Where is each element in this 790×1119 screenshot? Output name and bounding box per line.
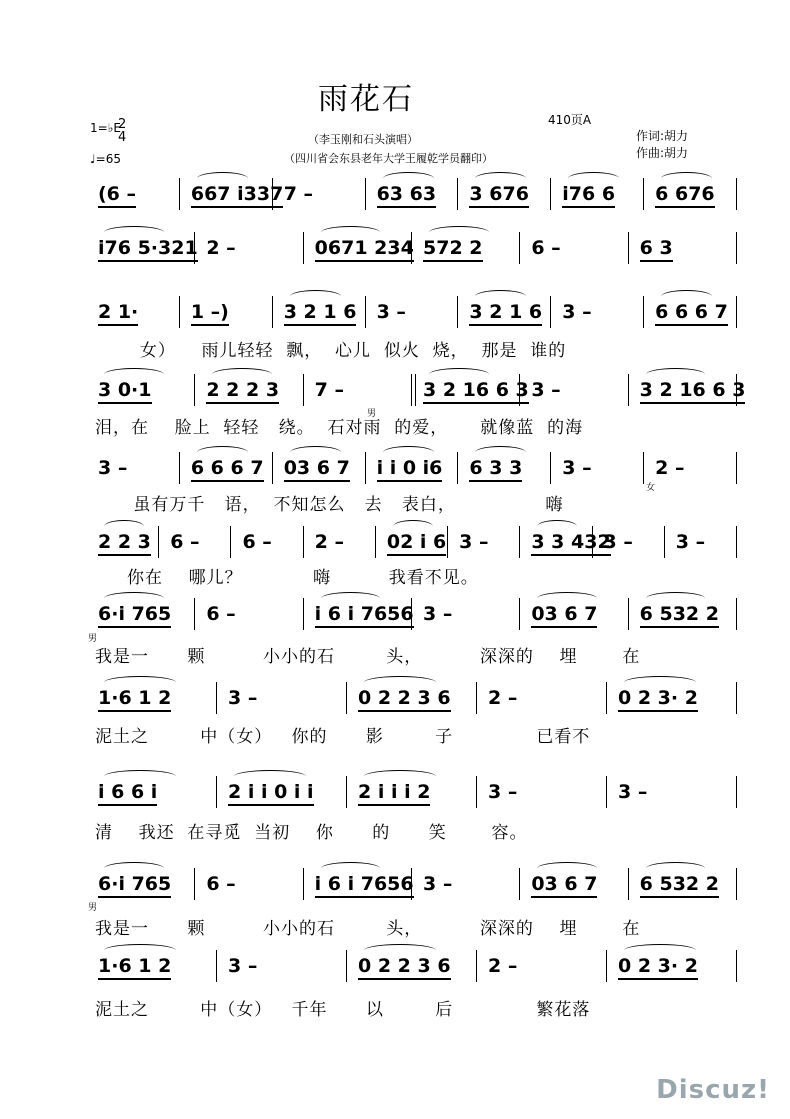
slur-mark: [429, 226, 489, 239]
lyric-line: 你在 哪儿？ 嗨 我看不见。: [95, 568, 479, 588]
measure-notes: 2 2 3: [98, 532, 151, 556]
measure-notes: i 6 i 7656: [315, 874, 414, 898]
measure-notes: 3 –: [562, 457, 592, 479]
bar-line: [519, 374, 520, 406]
measure-notes: 6 3: [640, 238, 673, 262]
bar-line: [457, 178, 458, 210]
source-note: （四川省会东县老年大学王履乾学员翻印）: [284, 152, 493, 165]
composer-credit: 作曲:胡力: [636, 146, 689, 160]
measure-notes: 6 6 6 7: [191, 458, 264, 482]
bar-line: [736, 682, 737, 714]
bar-line: [158, 526, 159, 558]
bar-line: [194, 232, 195, 264]
staff-line: [88, 446, 743, 488]
bar-line: [736, 296, 737, 328]
measure-notes: 6 –: [242, 531, 272, 553]
measure-notes: 6 532 2: [640, 874, 719, 898]
slur-mark: [568, 172, 619, 185]
bar-line: [628, 374, 629, 406]
slur-mark: [197, 172, 248, 185]
forum-watermark: Discuz!: [656, 1075, 770, 1105]
measure-notes: 3 2 1 6: [469, 302, 542, 326]
measure-notes: 6·i 765: [98, 874, 171, 898]
measure-notes: i i 0 i6: [377, 458, 443, 482]
bar-line: [592, 526, 593, 558]
bar-line: [476, 776, 477, 808]
bar-line: [550, 178, 551, 210]
bar-line: [736, 868, 737, 900]
measure-notes: 0 2 3· 2: [618, 688, 698, 712]
lyric-line: 女） 雨儿轻轻 飘， 心儿 似火 烧， 那是 谁的: [95, 341, 567, 361]
staff-line: [88, 944, 743, 986]
measure-notes: 02 i 6: [387, 532, 446, 556]
measure-notes: 6 3 3: [469, 458, 522, 482]
bar-line: [346, 950, 347, 982]
measure-notes: 1·6 1 2: [98, 956, 171, 980]
bar-line: [375, 526, 376, 558]
measure-notes: 3 2 16 6 3: [640, 380, 746, 404]
measure-notes: 6 6 6 7: [655, 302, 728, 326]
bar-line: [346, 776, 347, 808]
measure-notes: 6 –: [531, 237, 561, 259]
slur-mark: [104, 862, 164, 875]
measure-notes: 3 2 1 6: [284, 302, 357, 326]
bar-line: [216, 776, 217, 808]
lyric-line: 我是一 颗 小小的石 头， 深深的 埋 在: [95, 647, 641, 667]
slur-mark: [104, 592, 164, 605]
slur-mark: [537, 592, 597, 605]
measure-notes: 0 2 2 3 6: [358, 956, 451, 980]
bar-line: [519, 232, 520, 264]
measure-notes: 6 –: [170, 531, 200, 553]
bar-line: [303, 232, 304, 264]
key-signature: 1=♭E: [90, 121, 121, 135]
measure-notes: 1·6 1 2: [98, 688, 171, 712]
slur-mark: [537, 862, 597, 875]
bar-line: [606, 682, 607, 714]
bar-line: [194, 374, 195, 406]
bar-line: [476, 682, 477, 714]
lyric-line: 清 我还 在寻觅 当初 你 的 笑 容。: [95, 823, 528, 843]
measure-notes: 03 6 7: [284, 458, 350, 482]
bar-line: [628, 232, 629, 264]
bar-line: [411, 374, 416, 406]
bar-line: [216, 682, 217, 714]
song-title: 雨花石: [318, 82, 414, 117]
bar-line: [272, 452, 273, 484]
staff-line: [88, 172, 743, 214]
bar-line: [365, 296, 366, 328]
gender-mark-male: 男: [88, 634, 98, 644]
slur-mark: [624, 676, 696, 689]
lyric-line: 泥土之 中（女） 你的 影 子 已看不: [95, 727, 591, 747]
slur-mark: [290, 290, 341, 303]
slur-mark: [429, 368, 489, 381]
measure-notes: 6 –: [206, 603, 236, 625]
measure-notes: 2 2 2 3: [206, 380, 279, 404]
slur-mark: [624, 944, 696, 957]
measure-notes: 3 2 16 6 3: [423, 380, 529, 404]
lyric-line: 泥土之 中（女） 千年 以 后 繁花落: [95, 1000, 591, 1020]
bar-line: [736, 598, 737, 630]
slur-mark: [646, 862, 706, 875]
bar-line: [230, 526, 231, 558]
singers-note: （李玉刚和石头演唱）: [308, 133, 418, 146]
measure-notes: i76 5·321: [98, 238, 198, 262]
measure-notes: 2 –: [314, 531, 344, 553]
slur-mark: [364, 770, 436, 783]
bar-line: [194, 598, 195, 630]
bar-line: [736, 526, 737, 558]
measure-notes: 2 –: [488, 687, 518, 709]
slur-mark: [104, 676, 176, 689]
measure-notes: 6 676: [655, 184, 715, 208]
slur-mark: [646, 368, 706, 381]
measure-notes: (6 –: [98, 184, 136, 208]
slur-mark: [393, 520, 433, 533]
slur-mark: [383, 172, 434, 185]
slur-mark: [104, 520, 144, 533]
measure-notes: 03 6 7: [531, 874, 597, 898]
measure-notes: 2 –: [655, 457, 685, 479]
staff-line: [88, 290, 743, 332]
bar-line: [303, 598, 304, 630]
slur-mark: [104, 226, 164, 239]
bar-line: [550, 296, 551, 328]
slur-mark: [104, 770, 176, 783]
measure-notes: 3 –: [98, 457, 128, 479]
measure-notes: 1 –): [191, 302, 229, 326]
bar-line: [736, 950, 737, 982]
slur-mark: [537, 520, 577, 533]
slur-mark: [646, 592, 706, 605]
slur-mark: [661, 172, 712, 185]
slur-mark: [104, 944, 176, 957]
bar-line: [272, 296, 273, 328]
bar-line: [736, 776, 737, 808]
measure-notes: 667 i337: [191, 184, 283, 208]
measure-notes: 7 –: [283, 183, 314, 205]
bar-line: [519, 526, 520, 558]
staff-line: [88, 862, 743, 904]
measure-notes: 3 –: [675, 531, 706, 553]
bar-line: [411, 232, 412, 264]
bar-line: [346, 682, 347, 714]
page-code: 410页A: [548, 113, 592, 127]
measure-notes: 2 1·: [98, 302, 138, 326]
gender-mark-male: 男: [88, 903, 98, 913]
measure-notes: 3 –: [423, 873, 453, 895]
bar-line: [643, 178, 644, 210]
staff-line: [88, 520, 743, 562]
bar-line: [664, 526, 665, 558]
measure-notes: 3 –: [228, 687, 258, 709]
bar-line: [303, 374, 304, 406]
bar-line: [476, 950, 477, 982]
slur-mark: [321, 862, 381, 875]
bar-line: [736, 452, 737, 484]
measure-notes: 6 532 2: [640, 604, 719, 628]
lyric-line: 虽有万千 语， 不知怎么 去 表白， 嗨: [95, 495, 564, 515]
gender-mark-female: 女: [646, 483, 656, 493]
gender-mark-male: 男: [367, 409, 377, 419]
measure-notes: 3 –: [603, 531, 633, 553]
bar-line: [411, 868, 412, 900]
bar-line: [303, 526, 304, 558]
bar-line: [179, 296, 180, 328]
measure-notes: 0 2 3· 2: [618, 956, 698, 980]
slur-mark: [475, 290, 526, 303]
slur-mark: [290, 446, 341, 459]
bar-line: [272, 178, 273, 210]
measure-notes: 0 2 2 3 6: [358, 688, 451, 712]
measure-notes: 3 –: [459, 531, 489, 553]
measure-notes: 03 6 7: [531, 604, 597, 628]
bar-line: [519, 598, 520, 630]
bar-line: [179, 178, 180, 210]
slur-mark: [321, 592, 381, 605]
bar-line: [736, 374, 737, 406]
slur-mark: [364, 944, 436, 957]
measure-notes: 3 –: [618, 781, 648, 803]
bar-line: [643, 452, 644, 484]
measure-notes: 3 –: [531, 379, 561, 401]
measure-notes: i 6 i 7656: [315, 604, 414, 628]
slur-mark: [197, 446, 248, 459]
lyric-line: 我是一 颗 小小的石 头， 深深的 埋 在: [95, 919, 641, 939]
measure-notes: 7 –: [314, 379, 344, 401]
staff-line: [88, 592, 743, 634]
slur-mark: [383, 446, 434, 459]
bar-line: [606, 776, 607, 808]
measure-notes: 63 63: [377, 184, 437, 208]
bar-line: [457, 296, 458, 328]
tempo-marking: ♩=65: [90, 152, 121, 166]
bar-line: [179, 452, 180, 484]
bar-line: [411, 598, 412, 630]
slur-mark: [321, 226, 381, 239]
measure-notes: 6 –: [206, 873, 236, 895]
bar-line: [365, 178, 366, 210]
staff-line: [88, 676, 743, 718]
measure-notes: 3 676: [469, 184, 529, 208]
staff-line: [88, 368, 746, 410]
measure-notes: 6·i 765: [98, 604, 171, 628]
lyric-line: 泪，在 脸上 轻轻 绕。 石对雨 的爱， 就像蓝 的海: [95, 418, 584, 438]
measure-notes: 2 i i 0 i i: [228, 782, 314, 806]
lyricist-credit: 作词:胡力: [636, 129, 689, 143]
bar-line: [736, 232, 737, 264]
bar-line: [365, 452, 366, 484]
measure-notes: 3 –: [228, 955, 258, 977]
measure-notes: 572 2: [423, 238, 483, 262]
bar-line: [303, 868, 304, 900]
bar-line: [736, 178, 737, 210]
measure-notes: 3 0·1: [98, 380, 152, 404]
slur-mark: [475, 172, 526, 185]
bar-line: [606, 950, 607, 982]
staff-line: [88, 226, 743, 268]
slur-mark: [234, 770, 306, 783]
measure-notes: i 6 6 i: [98, 782, 157, 806]
bar-line: [628, 868, 629, 900]
measure-notes: 3 3 432: [531, 532, 610, 556]
bar-line: [628, 598, 629, 630]
bar-line: [643, 296, 644, 328]
measure-notes: 3 –: [423, 603, 453, 625]
slur-mark: [104, 368, 164, 381]
bar-line: [457, 452, 458, 484]
measure-notes: 3 –: [562, 301, 592, 323]
slur-mark: [661, 290, 712, 303]
bar-line: [550, 452, 551, 484]
slur-mark: [212, 368, 272, 381]
measure-notes: 0671 234: [315, 238, 414, 262]
bar-line: [447, 526, 448, 558]
measure-notes: 3 –: [376, 301, 406, 323]
measure-notes: 2 –: [488, 955, 518, 977]
slur-mark: [475, 446, 526, 459]
measure-notes: i76 6: [562, 184, 615, 208]
measure-notes: 2 i i i 2: [358, 782, 430, 806]
measure-notes: 3 –: [488, 781, 518, 803]
bar-line: [216, 950, 217, 982]
measure-notes: 2 –: [206, 237, 236, 259]
time-signature: 2 4: [118, 117, 127, 145]
bar-line: [194, 868, 195, 900]
bar-line: [519, 868, 520, 900]
staff-line: [88, 770, 743, 812]
slur-mark: [364, 676, 436, 689]
